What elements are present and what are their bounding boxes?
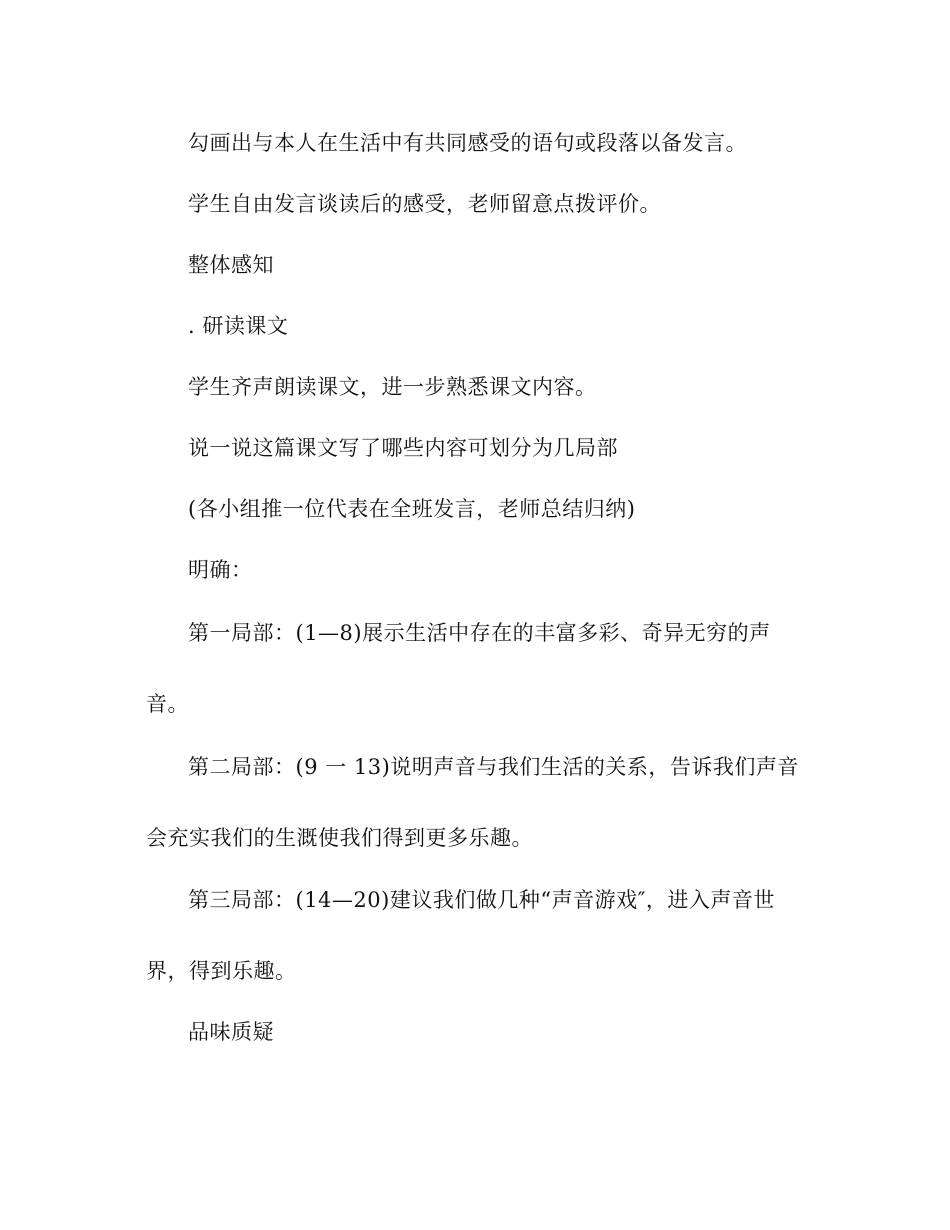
paragraph-part-one: 第一局部：(1—8)展示生活中存在的丰富多彩、奇异无穷的声 xyxy=(188,621,771,645)
paragraph-mark-sentences: 勾画出与本人在生活中有共同感受的语句或段落以备发言。 xyxy=(188,131,747,155)
label-clarify: 明确： xyxy=(188,558,253,582)
paragraph-part-three: 第三局部：(14—20)建议我们做几种“声音游戏″，进入声音世 xyxy=(188,888,775,912)
paragraph-read-aloud: 学生齐声朗读课文，进一步熟悉课文内容。 xyxy=(188,375,597,399)
paragraph-free-discussion: 学生自由发言谈读后的感受，老师留意点拨评价。 xyxy=(188,192,661,216)
paragraph-part-three-cont: 界，得到乐趣。 xyxy=(146,959,297,983)
section-heading-study-text: . 研读课文 xyxy=(188,314,289,338)
paragraph-question-parts: 说一说这篇课文写了哪些内容可划分为几局部 xyxy=(188,436,618,460)
section-heading-savor: 品味质疑 xyxy=(188,1020,274,1044)
paragraph-part-two: 第二局部：(9 一 13)说明声音与我们生活的关系，告诉我们声音 xyxy=(188,755,799,779)
paragraph-group-note: (各小组推一位代表在全班发言，老师总结归纳) xyxy=(188,497,636,521)
section-heading-overall: 整体感知 xyxy=(188,253,274,277)
paragraph-part-two-cont: 会充实我们的生溉使我们得到更多乐趣。 xyxy=(146,826,533,850)
paragraph-part-one-cont: 音。 xyxy=(146,692,189,716)
